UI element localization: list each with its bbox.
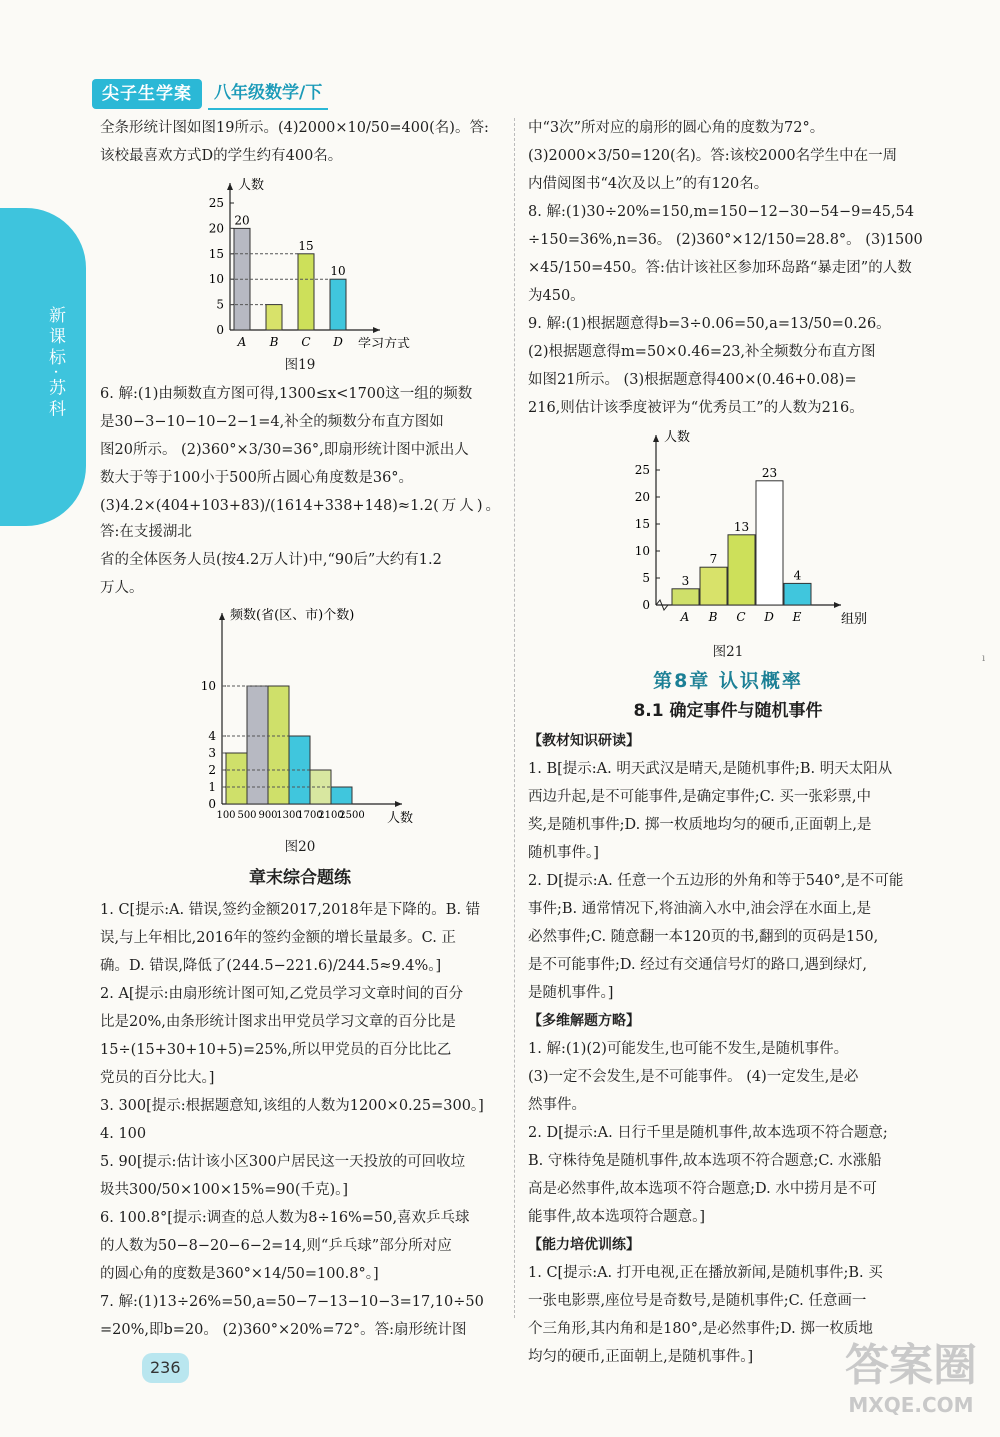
histogram-chart-21	[568, 425, 888, 635]
y-axis-arrow	[227, 183, 233, 190]
answer-line: 6. 解:(1)由频数直方图可得,1300≤x<1700这一组的频数	[100, 386, 473, 402]
y-tick-label: 20	[634, 490, 650, 504]
y-tick-label: 0	[216, 323, 224, 337]
answer-line: 4. 100	[100, 1126, 147, 1142]
answer-line: ÷150=36%,n=36。 (2)360°×12/150=28.8°。 (3)1500	[528, 232, 923, 248]
page-number: 236	[142, 1353, 189, 1383]
right-column	[528, 115, 928, 1372]
x-tick-label: B	[708, 610, 718, 624]
y-tick-label: 20	[208, 221, 224, 236]
x-tick-label: 2500	[339, 810, 365, 821]
answer-line: 6. 100.8°[提示:调查的总人数为8÷16%=50,喜欢乒乓球	[100, 1210, 470, 1226]
intro-line: 该校最喜欢方式D的学生约有400名。	[100, 148, 343, 164]
answer-line: 8. 解:(1)30÷20%=150,m=150−12−30−54−9=45,54	[528, 204, 915, 220]
x-tick-label: A	[680, 610, 690, 624]
figure-21	[528, 425, 928, 662]
answer-line: 均匀的硬币,正面朝上,是随机事件。]	[528, 1349, 754, 1365]
brand-label: 尖子生学案	[92, 79, 202, 109]
section-title: 8.1 确定事件与随机事件	[633, 701, 823, 721]
x-axis-arrow	[395, 801, 402, 807]
bar	[268, 686, 289, 804]
answer-line: 1. C[提示:A. 错误,签约金额2017,2018年是下降的。B. 错	[100, 902, 481, 918]
answer-line: (2)根据题意得m=50×0.46=23,补全频数分布直方图	[528, 344, 876, 360]
bar	[700, 567, 727, 605]
answer-line: 9. 解:(1)根据题意得b=3÷0.06=50,a=13/50=0.26。	[528, 316, 891, 332]
answer-line: 事件;B. 通常情况下,将油滴入水中,油会浮在水面上,是	[528, 901, 872, 917]
answer-line: 图20所示。 (2)360°×3/30=36°,即扇形统计图中派出人	[100, 442, 469, 458]
answer-line: 如图21所示。 (3)根据题意得400×(0.46+0.08)=	[528, 372, 857, 388]
bar	[756, 481, 783, 605]
answer-line: 能事件,故本选项符合题意。]	[528, 1209, 706, 1225]
answer-line: 必然事件;C. 随意翻一本120页的书,翻到的页码是150,	[528, 929, 879, 945]
x-tick-label: C	[301, 335, 311, 348]
data-label: 7	[709, 552, 718, 567]
answer-line: 3. 300[提示:根据题意知,该组的人数为1200×0.25=300。]	[100, 1098, 484, 1114]
answer-line: 是不可能事件;D. 经过有交通信号灯的路口,遇到绿灯,	[528, 957, 867, 973]
x-axis-label: 组别	[841, 612, 868, 627]
x-axis-label: 人数	[387, 811, 414, 826]
bar	[672, 589, 699, 605]
answer-line: 圾共300/50×100×15%=90(千克)。]	[100, 1182, 349, 1198]
figure-20	[100, 605, 500, 857]
figure-caption: 图19	[284, 357, 316, 373]
answer-line: 省的全体医务人员(按4.2万人计)中,“90后”大约有1.2	[100, 552, 442, 568]
header	[92, 78, 328, 110]
x-tick-label: 2100	[318, 810, 344, 821]
answer-line: 2. D[提示:A. 任意一个五边形的外角和等于540°,是不可能	[528, 873, 904, 889]
answer-line: 内借阅图书“4次及以上”的有120名。	[528, 176, 769, 192]
intro-line: 全条形统计图如图19所示。(4)2000×10/50=400(名)。答:	[100, 120, 489, 136]
answer-line: 比是20%,由条形统计图求出甲党员学习文章的百分比是	[100, 1014, 456, 1030]
answer-line: ×45/150=450。答:估计该社区参加环岛路“暴走团”的人数	[528, 260, 912, 276]
bar	[784, 583, 811, 605]
answer-6	[100, 381, 500, 601]
y-tick-label: 1	[208, 780, 216, 794]
y-tick-label: 10	[208, 272, 224, 287]
answer-line: 党员的百分比大。]	[100, 1070, 215, 1086]
x-tick-label: E	[792, 610, 802, 624]
answer-line: 216,则估计该季度被评为“优秀员工”的人数为216。	[528, 400, 864, 416]
chapter-title: 第8章 认识概率	[653, 670, 803, 692]
answer-line: 奖,是随机事件;D. 掷一枚质地均匀的硬币,正面朝上,是	[528, 817, 872, 833]
x-tick-label: A	[237, 335, 247, 348]
watermark-logo	[836, 1340, 986, 1430]
data-label: 10	[330, 264, 346, 279]
answer-line: 的圆心角的度数是360°×14/50=100.8°。]	[100, 1266, 379, 1282]
answer-line: 误,与上年相比,2016年的签约金额的增长量最多。C. 正	[100, 930, 456, 946]
y-tick-label: 0	[208, 797, 216, 811]
y-tick-label: 15	[208, 246, 224, 261]
y-axis-label: 频数(省(区、市)个数)	[230, 608, 355, 623]
answer-line: 然事件。	[528, 1097, 586, 1113]
y-tick-label: 3	[208, 746, 216, 760]
subsection-heading: 【能力培优训练】	[528, 1237, 640, 1253]
answer-line: 的人数为50−8−20−6−2=14,则“乒乓球”部分所对应	[100, 1238, 452, 1254]
x-axis-arrow	[373, 327, 380, 333]
y-tick-label: 4	[208, 729, 216, 743]
bar	[226, 753, 247, 804]
y-tick-label: 10	[634, 544, 650, 558]
answer-line: 是30−3−10−10−2−1=4,补全的频数分布直方图如	[100, 414, 444, 430]
answer-line: 确。D. 错误,降低了(244.5−221.6)/244.5≈9.4%。]	[100, 958, 442, 974]
answer-line: 1. C[提示:A. 打开电视,正在播放新闻,是随机事件;B. 买	[528, 1265, 883, 1281]
x-tick-label: 100	[216, 810, 236, 821]
subsection-heading: 【多维解题方略】	[528, 1013, 640, 1029]
answer-line: 2. A[提示:由扇形统计图可知,乙党员学习文章时间的百分	[100, 986, 464, 1002]
y-tick-label: 5	[216, 297, 224, 312]
watermark-text: 答案圈	[845, 1340, 977, 1391]
y-tick-label: 25	[634, 463, 650, 477]
side-tab-label: 新课标·苏科	[45, 306, 65, 421]
answer-8	[528, 199, 928, 309]
histogram-chart-19	[140, 173, 460, 348]
x-tick-label: 1700	[297, 810, 323, 821]
x-tick-label: D	[764, 610, 774, 624]
figure-caption: 图21	[712, 644, 744, 660]
y-axis-arrow	[219, 613, 225, 620]
y-tick-label: 2	[208, 763, 216, 777]
y-tick-label: 10	[200, 679, 216, 693]
section-title: 章末综合题练	[249, 868, 351, 888]
bar	[247, 686, 268, 804]
answer-line: B. 守株待兔是随机事件,故本选项不符合题意;C. 水涨船	[528, 1153, 882, 1169]
histogram-chart-20	[140, 605, 460, 830]
x-tick-label: 1300	[276, 810, 302, 821]
answer-line: 1. 解:(1)(2)可能发生,也可能不发生,是随机事件。	[528, 1041, 849, 1057]
answer-line: 西边升起,是不可能事件,是确定事件;C. 买一张彩票,中	[528, 789, 872, 805]
bar	[266, 305, 282, 330]
answer-line: 一张电影票,座位号是奇数号,是随机事件;C. 任意画一	[528, 1293, 867, 1309]
answer-line: (3)4.2×(404+103+83)/(1614+338+148)≈1.2(万人)。答:在支援湖北	[100, 498, 500, 540]
x-tick-label: 900	[258, 810, 278, 821]
bar	[298, 254, 314, 330]
answer-line: 1. B[提示:A. 明天武汉是晴天,是随机事件;B. 明天太阳从	[528, 761, 893, 777]
x-tick-label: 500	[237, 810, 257, 821]
strategy-answers	[528, 1036, 928, 1230]
x-tick-label: D	[333, 335, 343, 348]
bar	[330, 279, 346, 330]
answer-line: 2. D[提示:A. 日行千里是随机事件,故本选项不符合题意;	[528, 1125, 888, 1141]
review-answers	[100, 897, 500, 1343]
x-tick-label: B	[269, 335, 279, 348]
answer-line: 15÷(15+30+10+5)=25%,所以甲党员的百分比比乙	[100, 1042, 452, 1058]
subsection-heading: 【教材知识研读】	[528, 733, 640, 749]
answer-line: 随机事件。]	[528, 845, 599, 861]
figure-19	[100, 173, 500, 375]
bar	[728, 535, 755, 605]
answer-line: 是随机事件。]	[528, 985, 614, 1001]
answer-line: 为450。	[528, 288, 585, 304]
left-column	[100, 115, 500, 1345]
data-label: 23	[761, 465, 778, 480]
data-label: 20	[234, 213, 250, 228]
data-label: 3	[681, 573, 690, 588]
data-label: 13	[733, 519, 750, 534]
y-tick-label: 25	[208, 196, 224, 210]
answer-9	[528, 311, 928, 421]
answer-line: 5. 90[提示:估计该小区300户居民这一天投放的可回收垃	[100, 1154, 466, 1170]
y-tick-label: 15	[634, 517, 650, 531]
answer-line: 个三角形,其内角和是180°,是必然事件;D. 掷一枚质地	[528, 1321, 873, 1337]
x-axis-label: 学习方式	[358, 337, 411, 348]
answer-line: 数大于等于100小于500所占圆心角度数是36°。	[100, 470, 414, 486]
x-axis-arrow	[834, 602, 841, 608]
answer-line: 7. 解:(1)13÷26%=50,a=50−7−13−10−3=17,10÷50	[100, 1294, 484, 1310]
y-tick-label: 0	[642, 598, 650, 612]
answer-line: (3)2000×3/50=120(名)。答:该校2000名学生中在一周	[528, 148, 898, 164]
y-tick-label: 5	[642, 571, 650, 585]
bar	[331, 787, 352, 804]
knowledge-answers	[528, 756, 928, 1006]
y-axis-arrow	[653, 435, 659, 442]
data-label: 15	[298, 238, 314, 253]
answer-line: (3)一定不会发生,是不可能事件。 (4)一定发生,是必	[528, 1069, 859, 1085]
x-tick-label: C	[736, 610, 746, 624]
watermark-url: MXQE.COM	[848, 1393, 974, 1417]
answer-line: 中“3次”所对应的扇形的圆心角的度数为72°。	[528, 120, 825, 136]
y-axis-label: 人数	[238, 178, 265, 193]
column-divider	[514, 118, 516, 1318]
answer-line: 万人。	[100, 580, 144, 596]
answer-line: =20%,即b=20。 (2)360°×20%=72°。答:扇形统计图	[100, 1322, 467, 1338]
y-axis-label: 人数	[664, 430, 691, 445]
figure-caption: 图20	[284, 839, 316, 855]
data-label: 4	[793, 568, 802, 583]
scan-mark: ı	[982, 653, 986, 664]
book-title: 八年级数学/下	[208, 78, 328, 110]
answer-line: 高是必然事件,故本选项不符合题意;D. 水中捞月是不可	[528, 1181, 877, 1197]
